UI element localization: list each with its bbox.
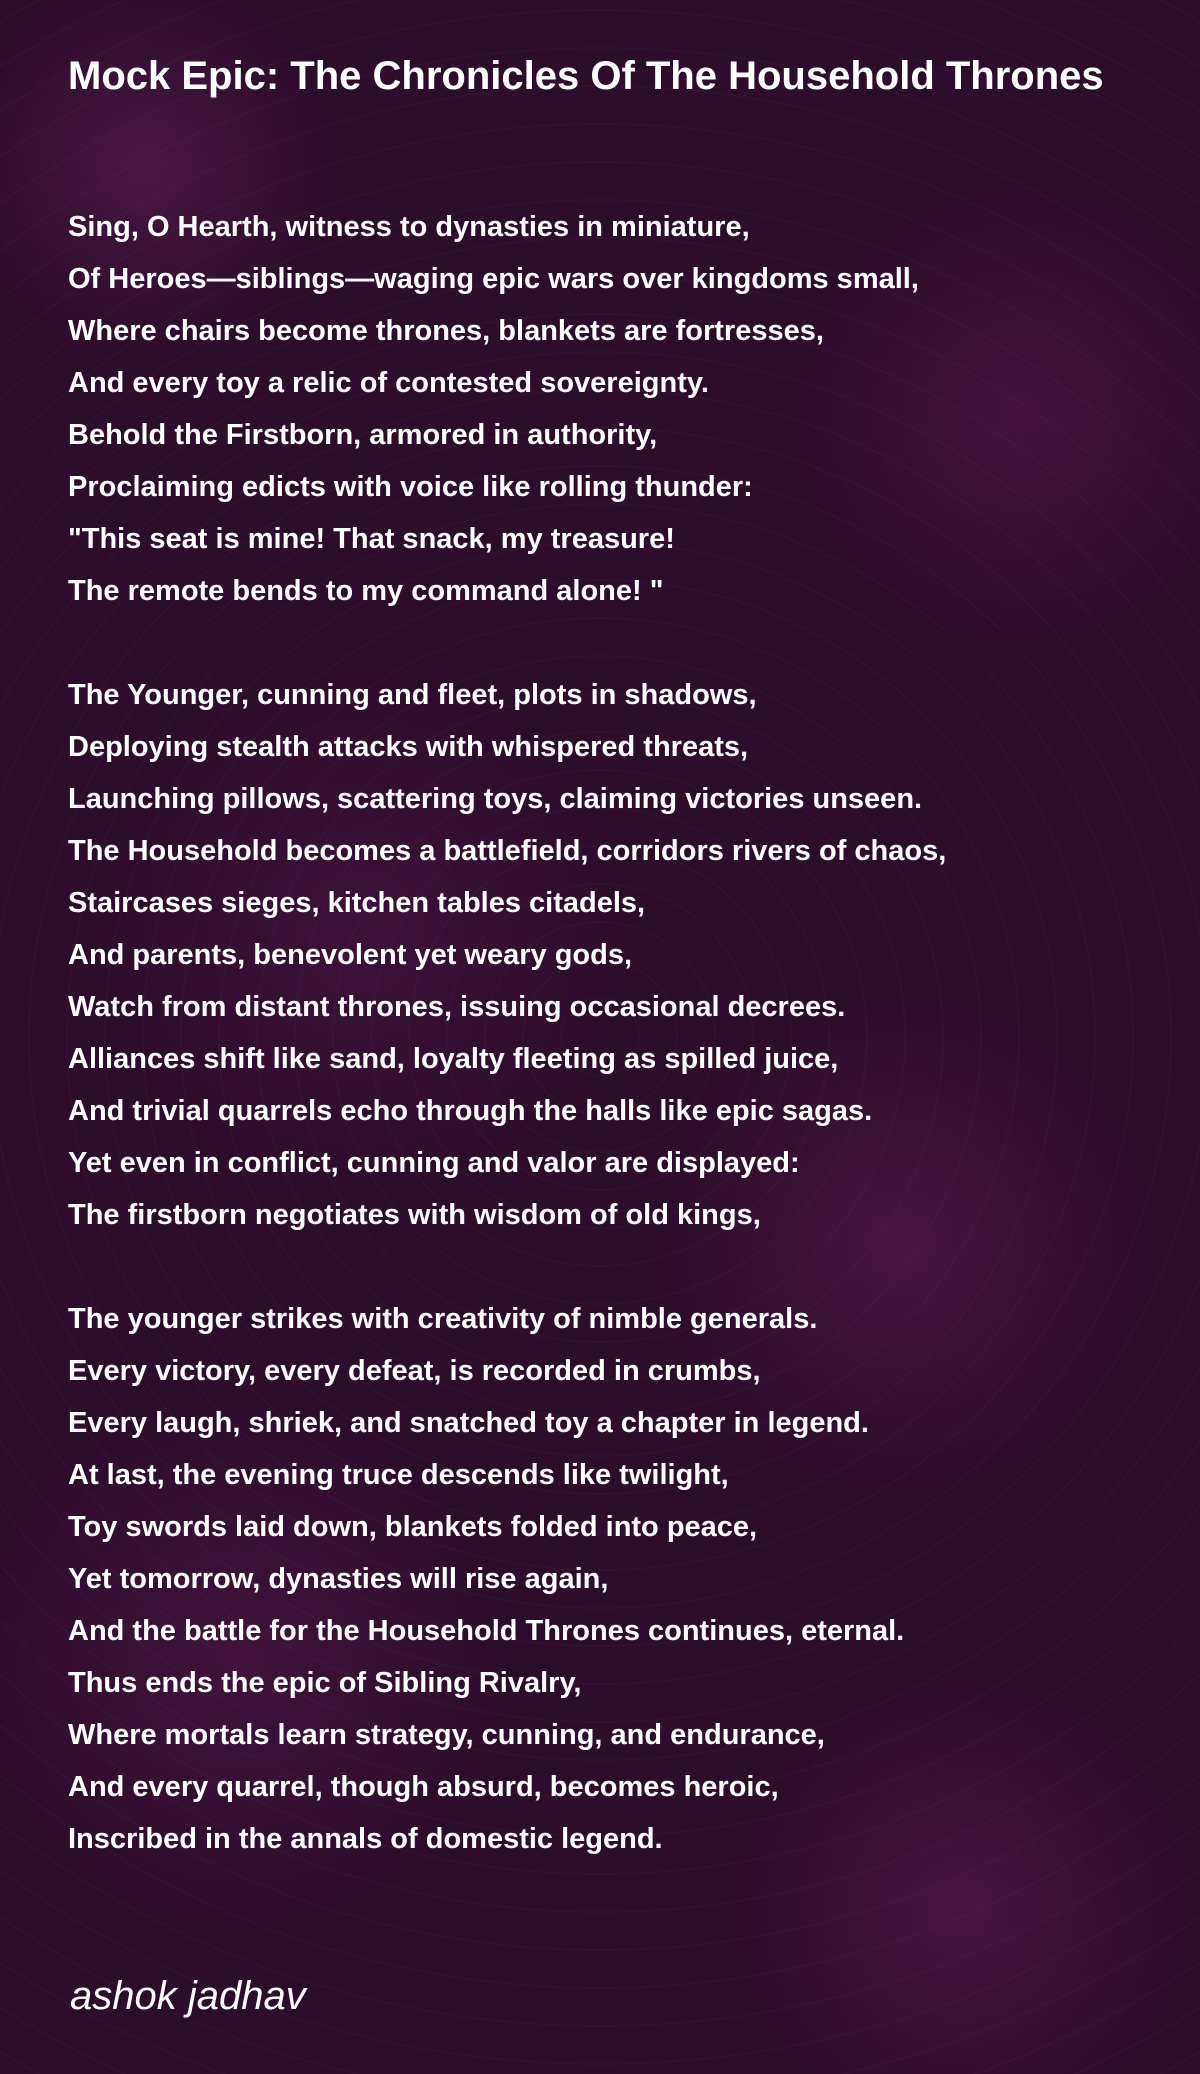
- poem-line: At last, the evening truce descends like twilight,: [68, 1459, 729, 1491]
- poem-line: Where chairs become thrones, blankets are fortresses,: [68, 315, 824, 347]
- stanza-3: [68, 1293, 1168, 1865]
- stanza-1: [68, 201, 1168, 617]
- poem-line: Watch from distant thrones, issuing occasional decrees.: [68, 991, 846, 1023]
- poem-line: Inscribed in the annals of domestic legend.: [68, 1823, 663, 1855]
- poem-line: Alliances shift like sand, loyalty fleeting as spilled juice,: [68, 1043, 839, 1075]
- poem-line: Of Heroes—siblings—waging epic wars over kingdoms small,: [68, 263, 919, 295]
- poem-line: "This seat is mine! That snack, my treasure!: [68, 523, 675, 555]
- poem-line: Launching pillows, scattering toys, claiming victories unseen.: [68, 783, 923, 815]
- poem-line: The Younger, cunning and fleet, plots in shadows,: [68, 679, 757, 711]
- poem-line: The Household becomes a battlefield, corridors rivers of chaos,: [68, 835, 947, 867]
- poem-line: Deploying stealth attacks with whispered threats,: [68, 731, 749, 763]
- poem-line: The firstborn negotiates with wisdom of old kings,: [68, 1199, 761, 1231]
- poem-line: Behold the Firstborn, armored in authority,: [68, 419, 658, 451]
- poem-line: And every quarrel, though absurd, becomes heroic,: [68, 1771, 779, 1803]
- poem-line: Sing, O Hearth, witness to dynasties in miniature,: [68, 211, 750, 243]
- poem-line: Staircases sieges, kitchen tables citadels,: [68, 887, 646, 919]
- poem-line: Proclaiming edicts with voice like rolling thunder:: [68, 471, 753, 503]
- poem-line: Where mortals learn strategy, cunning, and endurance,: [68, 1719, 825, 1751]
- poem-line: Yet even in conflict, cunning and valor are displayed:: [68, 1147, 800, 1179]
- author-name: ashok jadhav: [70, 1974, 306, 2018]
- stanza-2: [68, 669, 1168, 1241]
- poem-line: Thus ends the epic of Sibling Rivalry,: [68, 1667, 582, 1699]
- poem-title: Mock Epic: The Chronicles Of The Household Thrones: [68, 54, 1104, 98]
- poem-line: Yet tomorrow, dynasties will rise again,: [68, 1563, 609, 1595]
- poem-line: The remote bends to my command alone! ": [68, 575, 664, 607]
- poem-line: And the battle for the Household Thrones continues, eternal.: [68, 1615, 905, 1647]
- poem-line: And parents, benevolent yet weary gods,: [68, 939, 633, 971]
- poem-line: And trivial quarrels echo through the halls like epic sagas.: [68, 1095, 873, 1127]
- poem-line: Every victory, every defeat, is recorded in crumbs,: [68, 1355, 761, 1387]
- poem-line: The younger strikes with creativity of nimble generals.: [68, 1303, 818, 1335]
- poem-line: Every laugh, shriek, and snatched toy a chapter in legend.: [68, 1407, 869, 1439]
- poem-line: Toy swords laid down, blankets folded into peace,: [68, 1511, 758, 1543]
- poem-line: And every toy a relic of contested sovereignty.: [68, 367, 709, 399]
